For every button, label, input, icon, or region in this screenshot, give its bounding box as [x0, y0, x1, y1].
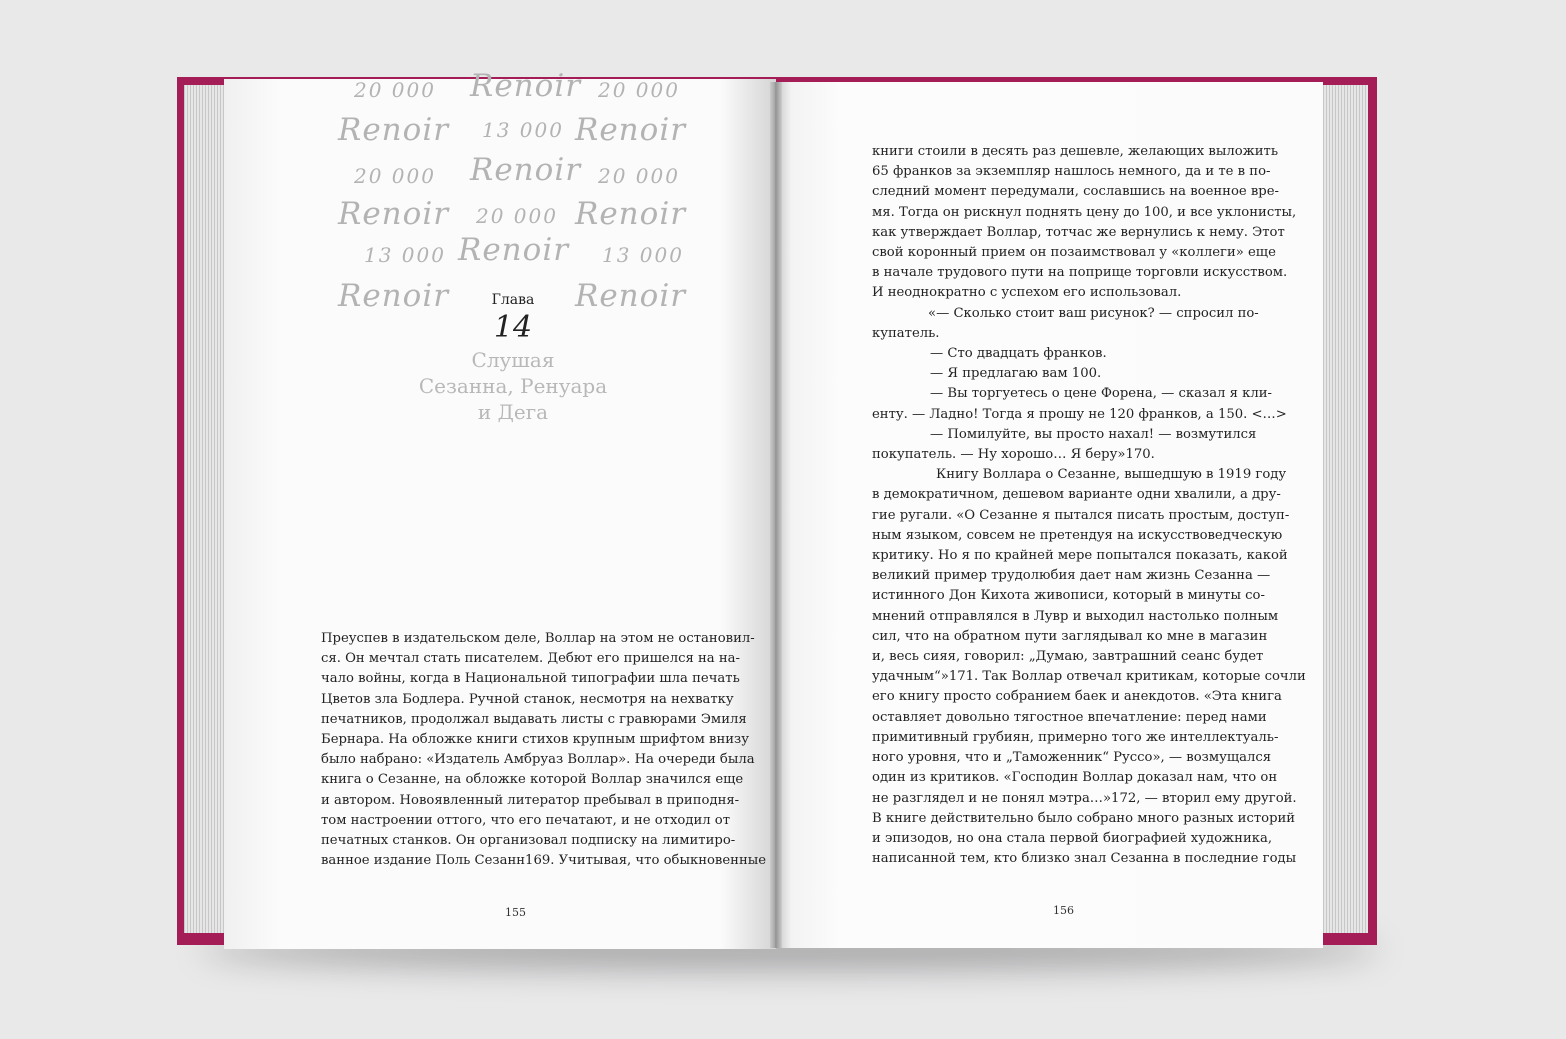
text-line: — Сто двадцать франков.: [930, 346, 1107, 362]
handwritten-number: 13 000: [482, 118, 564, 142]
handwritten-name: Renoir: [338, 112, 450, 148]
text-line: — Помилуйте, вы просто нахал! — возмутился: [930, 426, 1257, 442]
page-block-right: [1318, 85, 1368, 933]
text-line: И неоднократно с успехом его использовал.: [872, 285, 1182, 301]
handwritten-name: Renoir: [575, 196, 687, 232]
text-line: покупатель. — Ну хорошо… Я беру»170.: [872, 447, 1155, 463]
text-line: Преуспев в издательском деле, Воллар на этом не остановил-: [321, 631, 755, 646]
chapter-number: 14: [493, 310, 533, 345]
handwritten-number: 20 000: [354, 78, 436, 102]
text-line: — Вы торгуетесь о цене Форена, — сказал я кли-: [930, 386, 1273, 402]
chapter-title-line: и Дега: [477, 400, 549, 424]
text-line: сил, что на обратном пути заглядывал ко мне в магазин: [872, 628, 1268, 644]
text-line: мя. Тогда он рискнул поднять цену до 100, и все уклонисты,: [872, 204, 1297, 220]
text-line: и, весь сияя, говорил: „Думаю, завтрашний сеанс будет: [872, 649, 1264, 665]
text-line: — Я предлагаю вам 100.: [930, 366, 1102, 382]
text-line: удачным“»171. Так Воллар отвечал критикам, которые сочли: [872, 669, 1306, 685]
text-line: следний момент передумали, сославшись на военное вре-: [872, 184, 1280, 200]
text-line: 65 франков за экземпляр нашлось немного, да и те в по-: [872, 164, 1271, 180]
text-line: один из критиков. «Господин Воллар доказал нам, что он: [872, 770, 1278, 786]
chapter-title: [400, 347, 626, 425]
text-line: книги стоили в десять раз дешевле, желающих выложить: [872, 144, 1279, 159]
handwritten-number: 20 000: [354, 164, 436, 188]
right-page-body: [872, 142, 1306, 869]
handwritten-name: Renoir: [470, 152, 582, 188]
handwritten-number: 20 000: [598, 78, 680, 102]
chapter-title-line: Слушая: [471, 348, 555, 372]
text-line: печатных станков. Он организовал подписку на лимитиро-: [321, 833, 736, 849]
handwritten-number: 20 000: [598, 164, 680, 188]
text-line: оставляет довольно тягостное впечатление: перед нами: [872, 709, 1267, 725]
text-line: свой коронный прием он позаимствовал у «коллеги» еще: [872, 245, 1276, 261]
handwritten-name: Renoir: [575, 278, 687, 314]
text-line: «— Сколько стоит ваш рисунок? — спросил по-: [928, 305, 1259, 321]
handwritten-number: 13 000: [602, 243, 684, 267]
text-line: в начале трудового пути на поприще торговли искусством.: [872, 265, 1288, 281]
text-line: Книгу Воллара о Сезанне, вышедшую в 1919 году: [936, 467, 1287, 483]
text-line: его книгу просто собранием баек и анекдотов. «Эта книга: [872, 689, 1282, 705]
book-gutter: [770, 82, 782, 948]
text-line: ного уровня, что и „Таможенник“ Руссо», — возмущался: [872, 750, 1272, 766]
text-line: ванное издание Поль Сезанн169. Учитывая, что обыкновенные: [321, 853, 767, 869]
page-number-right: 156: [1053, 904, 1074, 917]
text-line: истинного Дон Кихота живописи, который в минуты со-: [872, 588, 1265, 604]
text-line: В книге действительно было собрано много разных историй: [872, 810, 1296, 826]
handwritten-number: 13 000: [364, 243, 446, 267]
text-line: мнений отправлялся в Лувр и выходил настолько полным: [872, 608, 1279, 624]
text-line: Цветов зла Бодлера. Ручной станок, несмотря на нехватку: [321, 691, 734, 707]
text-line: енту. — Ладно! Тогда я прошу не 120 франков, а 150. <…>: [872, 406, 1287, 422]
text-line: гие ругали. «О Сезанне я пытался писать простым, доступ-: [872, 507, 1290, 523]
handwritten-number: 20 000: [476, 204, 558, 228]
page-number-left: 155: [505, 906, 526, 919]
text-line: критику. Но я по крайней мере попытался показать, какой: [872, 548, 1288, 564]
text-line: том настроении оттого, что его печатают, и не отходил от: [321, 812, 731, 828]
handwritten-name: Renoir: [458, 232, 570, 268]
handwritten-name: Renoir: [338, 196, 450, 232]
text-line: чало войны, когда в Национальной типографии шла печать: [321, 671, 740, 687]
page-block-left: [184, 85, 228, 933]
handwritten-name: Renoir: [575, 112, 687, 148]
text-line: как утверждает Воллар, тотчас же вернулись к нему. Этот: [872, 224, 1285, 240]
text-line: ным языком, совсем не претендуя на искусствоведческую: [872, 527, 1283, 543]
text-line: книга о Сезанне, на обложке которой Воллар значился еще: [321, 772, 744, 788]
text-line: купатель.: [872, 325, 940, 341]
chapter-title-line: Сезанна, Ренуара: [418, 374, 608, 398]
text-line: и эпизодов, но она стала первой биографией художника,: [872, 830, 1273, 846]
text-line: печатников, продолжал выдавать листы с гравюрами Эмиля: [321, 711, 747, 727]
text-line: не разглядел и не понял мэтра…»172, — вторил ему другой.: [872, 790, 1297, 806]
left-page-body: [321, 629, 767, 871]
handwritten-name: Renoir: [470, 68, 582, 104]
handwritten-name: Renoir: [338, 278, 450, 314]
text-line: Бернара. На обложке книги стихов крупным шрифтом внизу: [321, 732, 749, 748]
text-line: и автором. Новоявленный литератор пребывал в приподня-: [321, 792, 740, 808]
chapter-label: Глава: [491, 292, 535, 308]
text-line: ся. Он мечтал стать писателем. Дебют его пришелся на на-: [321, 651, 740, 667]
text-line: написанной тем, кто близко знал Сезанна в последние годы: [872, 851, 1297, 867]
text-line: было набрано: «Издатель Амбруаз Воллар». На очереди была: [321, 752, 755, 768]
text-line: в демократичном, дешевом варианте одни хвалили, а дру-: [872, 487, 1281, 503]
text-line: примитивный грубиян, примерно того же интеллектуаль-: [872, 729, 1279, 745]
text-line: великий пример трудолюбия дает нам жизнь Сезанна —: [872, 568, 1271, 584]
